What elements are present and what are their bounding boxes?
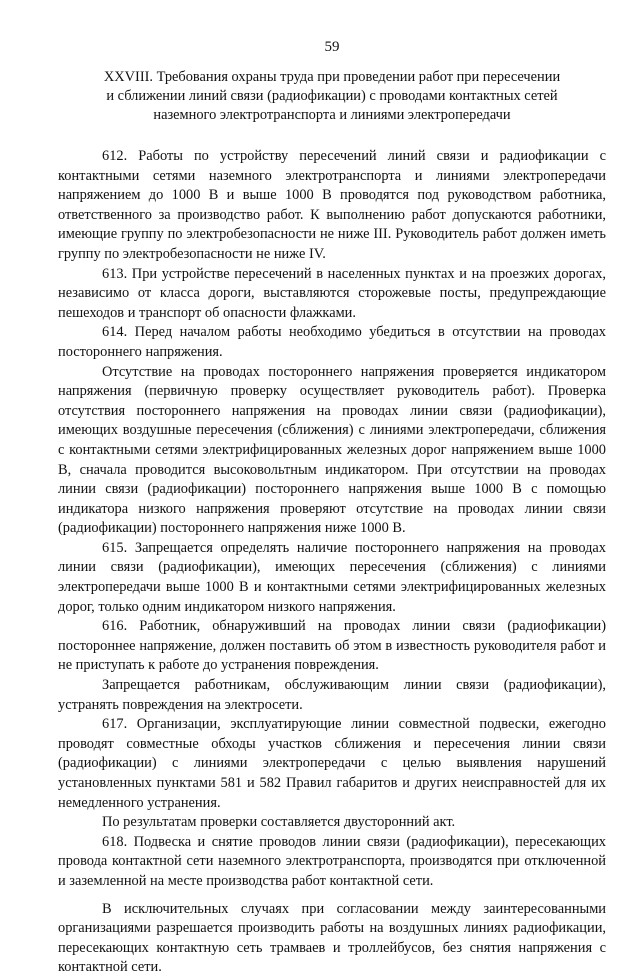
paragraph-618-detail: В исключительных случаях при согласовании между заинтересованными организациями разрешается производить работы на воздушных линиях радиофикации, пересекающих контактную сеть трамваев и троллейбусов, без снятия напряжения с контактной сети. [58, 900, 606, 976]
paragraph-616: 616. Работник, обнаруживший на проводах линии связи (радиофикации) постороннее напряжение, должен поставить об этом в известность руководителя работ и не приступать к работе до устранения повреждения. [58, 618, 606, 674]
paragraph-612: 612. Работы по устройству пересечений линий связи и радиофикации с контактными сетями наземного электротранспорта и линиями электропередачи напряжением до 1000 В и выше 1000 В проводятся под руководством работника, ответственного за производство работ. К выполнению работ допускаются работники, имеющие группу по электробезопасности не ниже III. Руководитель работ должен иметь группу по электробезопасности не ниже IV. [58, 148, 606, 262]
section-title [58, 68, 606, 125]
section-title-line: и сближении линий связи (радиофикации) с проводами контактных сетей [106, 88, 558, 104]
paragraph-615: 615. Запрещается определять наличие постороннего напряжения на проводах линии связи (радиофикации), имеющих пересечения (сближения) с линиями электропередачи выше 1000 В и контактными сетями электрифицированных железных дорог, только одним индикатором низкого напряжения. [58, 539, 606, 615]
section-title-line: XXVIII. Требования охраны труда при проведении работ при пересечении [103, 69, 561, 85]
section-title-line: наземного электротранспорта и линиями электропередачи [153, 107, 511, 123]
page-number: 59 [324, 39, 340, 55]
paragraph-617: 617. Организации, эксплуатирующие линии совместной подвески, ежегодно проводят совместные обходы участков сближения и пересечения линии связи (радиофикации) с линиями электропередачи с целью выявления нарушений установленных пунктами 581 и 582 Правил габаритов и других неисправностей для их немедленного устранения. [58, 716, 606, 811]
paragraph-618: 618. Подвеска и снятие проводов линии связи (радиофикации), пересекающих провода контактной сети наземного электротранспорта, производятся при отключенной и заземленной на месте производства работ контактной сети. [58, 833, 606, 889]
paragraph-613: 613. При устройстве пересечений в населенных пунктах и на проезжих дорогах, независимо от класса дороги, выставляются сторожевые посты, предупреждающие пешеходов и транспорт об опасности флажками. [58, 265, 606, 321]
paragraph-614-detail: Отсутствие на проводах постороннего напряжения проверяется индикатором напряжения (первичную проверку осуществляет руководитель работ). Проверка отсутствия постороннего напряжения на проводах линии связи (радиофикации), имеющих воздушные пересечения (сближения) с линиями электропередачи, сближения с контактными сетями электрифицированных железных дорог напряжением выше 1000 В, сначала проводится высоковольтным индикатором. При отсутствии на проводах линии связи (радиофикации) постороннего напряжения выше 1000 В с помощью индикатора низкого напряжения проверяют отсутствие на проводах линии связи (радиофикации) постороннего напряжения ниже 1000 В. [58, 363, 606, 537]
paragraph-617-detail: По результатам проверки составляется двусторонний акт. [102, 814, 456, 831]
paragraph-616-detail: Запрещается работникам, обслуживающим линии связи (радиофикации), устранять повреждения на электросети. [58, 677, 606, 713]
paragraph-614: 614. Перед началом работы необходимо убедиться в отсутствии на проводах постороннего напряжения. [58, 324, 606, 360]
